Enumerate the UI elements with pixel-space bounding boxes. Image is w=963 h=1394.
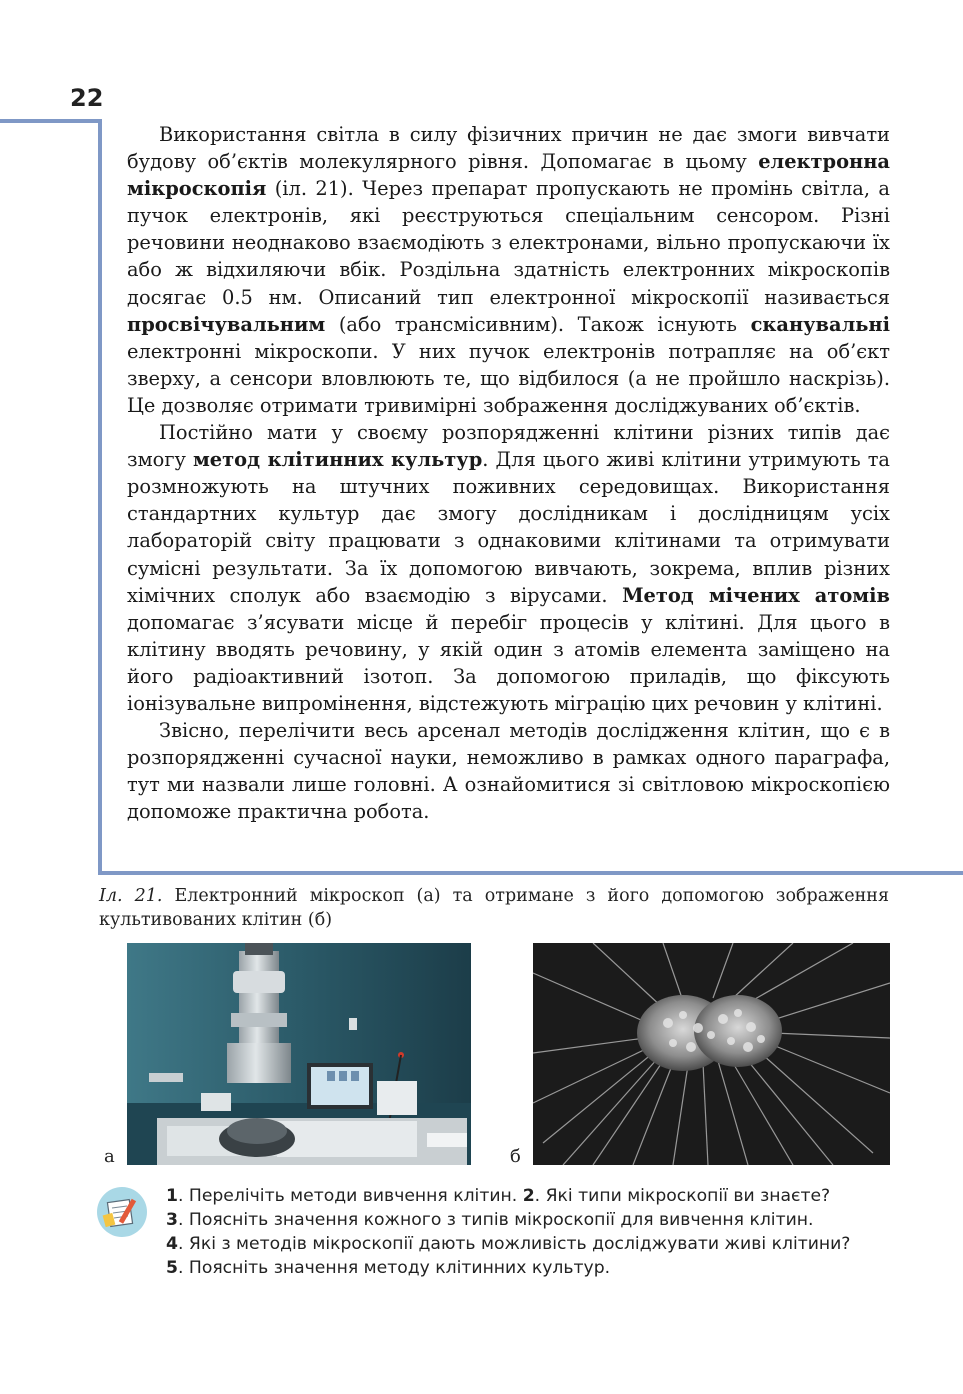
paragraph-1 [127,121,890,419]
question-number: 5 [166,1258,178,1278]
question-line-2 [166,1208,896,1232]
question-text: . Перелічіть методи вивчення клітин. [177,1186,523,1206]
question-number: 4 [166,1234,178,1254]
question-line-4 [166,1256,896,1280]
text-run: Постійно мати у своєму розпорядженні клітини різних типів дає змогу [127,421,890,472]
frame-bottom-border [98,871,963,875]
caption-text: Електронний мікроскоп (а) та отримане з його допомогою зображення культивованих клітин (б) [99,886,889,930]
bold-term: сканувальні [750,312,890,336]
question-text: . Які типи мікроскопії ви знаєте? [534,1186,831,1206]
review-questions [166,1184,896,1280]
question-text: . Поясніть значення методу клітинних культур. [177,1258,611,1278]
question-number: 1 [166,1186,178,1206]
question-number: 2 [522,1186,535,1206]
paragraph-2 [127,419,890,717]
figure-label-a: а [104,1146,115,1167]
paragraph-3 [127,717,890,825]
bold-term: просвічувальним [127,312,326,336]
question-line-1 [166,1184,896,1208]
figure-label-b: б [510,1146,521,1167]
text-run: (іл. 21). Через препарат пропускають не промінь світла, а пучок електронів, які реєструються спеціальним сенсором. Різні речовини неоднаково взаємодіють з електронами, вільно пропускаючи їх або ж відхиляючи вбік. Роздільна здатність електронних мікроскопів досягає 0.5 нм. Описаний тип електронної мікроскопії називається [127,177,890,309]
bold-term: Метод мічених атомів [622,583,890,607]
text-run: електронні мікроскопи. У них пучок електронів потрапляє на об’єкт зверху, а сенсори вловлюють те, що відбилося (а не пройшло наскрізь). Це дозволяє отримати тривимірні зображення досліджуваних об’єктів. [127,339,890,417]
cultured-cells-micrograph [533,943,890,1165]
question-line-3 [166,1232,896,1256]
bold-term: метод клітинних культур [192,448,483,472]
figure-caption [99,884,889,932]
caption-label: Іл. 21. [99,886,163,906]
text-run: допомагає з’ясувати місце й перебіг процесів у клітині. Для цього в клітину вводять речовину, у якій один з атомів елемента заміщено на його радіоактивний ізотоп. За допомогою приладів, що фіксують іонізувальне випромінення, відстежують міграцію цих речовин у клітині. [127,610,890,715]
question-number: 3 [166,1210,178,1230]
body-text [127,121,890,825]
text-run: Звісно, перелічити весь арсенал методів дослідження клітин, що є в розпорядженні сучасної науки, неможливо в рамках одного параграфа, тут ми назвали лише головні. А ознайомитися зі світловою мікроскопією допоможе практична робота. [127,719,890,824]
frame-top-border [0,119,102,123]
frame-left-border [98,119,102,875]
text-run: Використання світла в силу фізичних причин не дає змоги вивчати будову об’єктів молекулярного рівня. Допомагає в цьому [127,123,890,174]
bold-term: електронна мікроскопія [127,150,890,201]
text-run: . Для цього живі клітини утримують та розмножують на штучних поживних середовищах. Використання стандартних культур дає змогу дослідникам і дослідницям усіх лабораторій світу працювати з однаковими клітинами та отримувати сумісні результати. За їх допомогою вивчають, зокрема, вплив різних хімічних сполук або взаємодію з вірусами. [127,448,890,607]
text-run: (або трансмісивним). Також існують [325,312,751,336]
notebook-pencil-icon [96,1186,148,1238]
question-text: . Які з методів мікроскопії дають можливість досліджувати живі клітини? [177,1234,851,1254]
question-text: . Поясніть значення кожного з типів мікроскопії для вивчення клітин. [177,1210,814,1230]
page-number: 22 [70,84,104,112]
electron-microscope-photo [127,943,471,1165]
